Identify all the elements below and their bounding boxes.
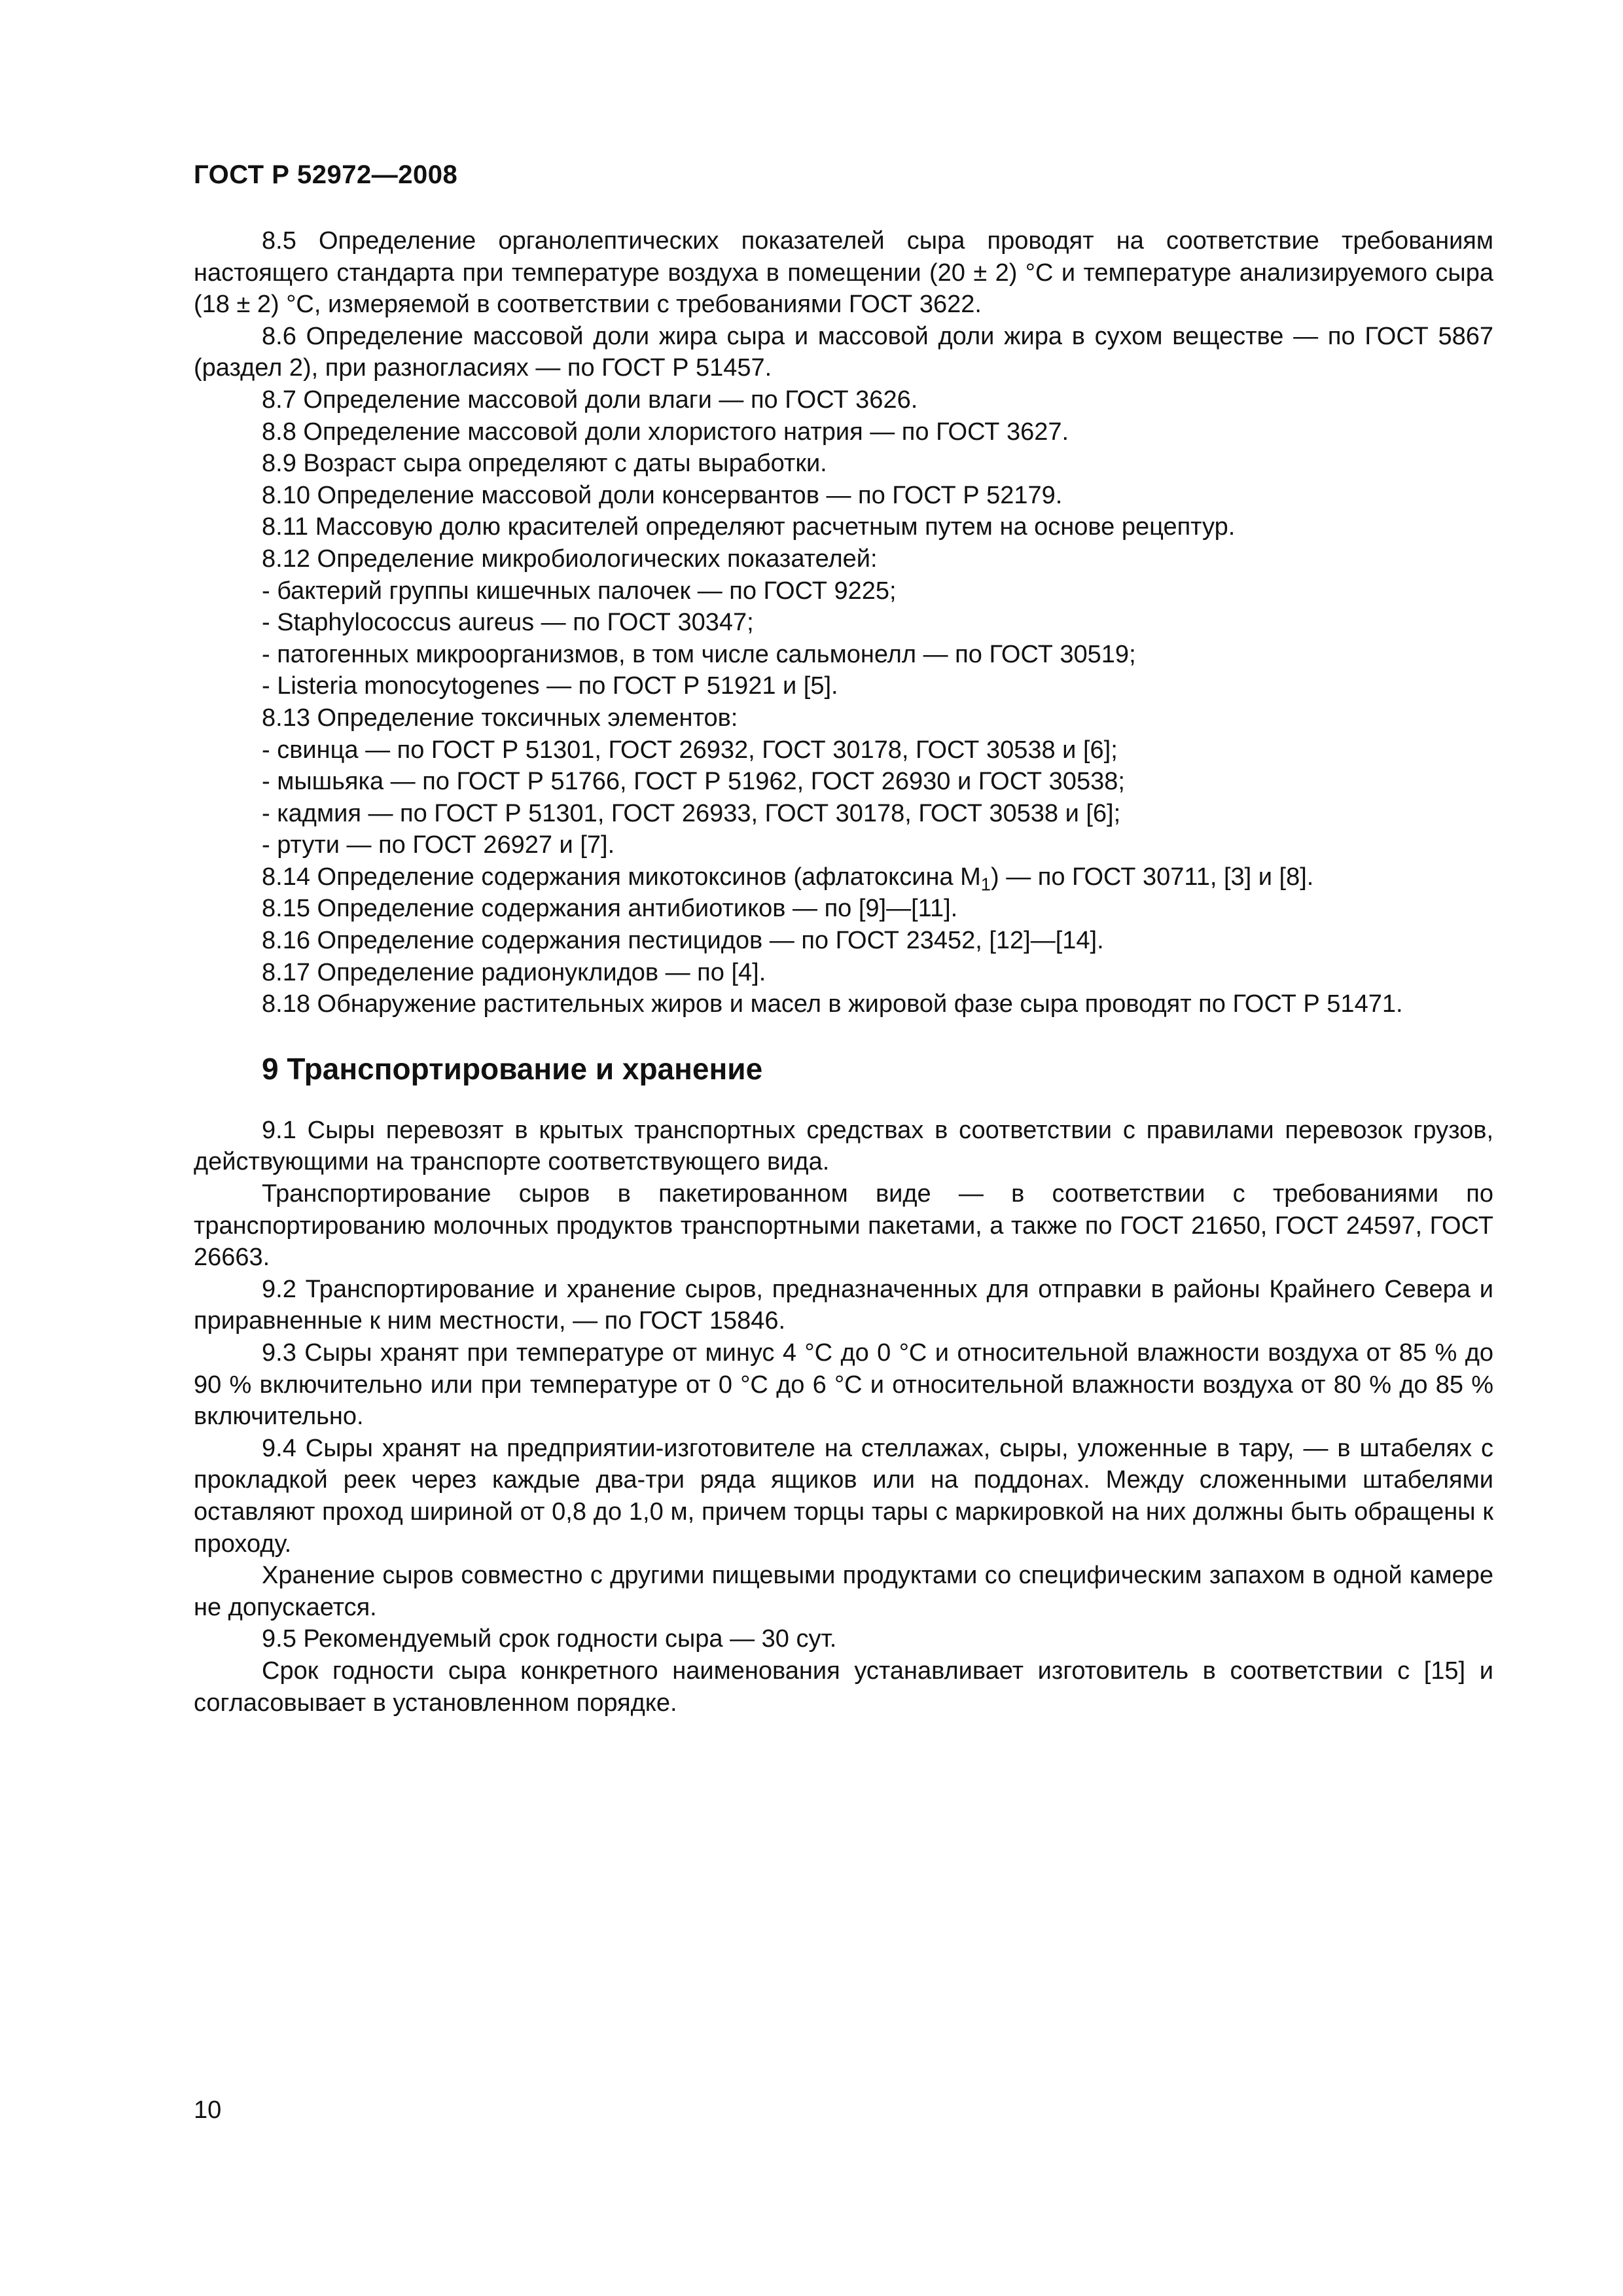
list-item-micro: - патогенных микроорганизмов, в том числе сальмонелл — по ГОСТ 30519; — [262, 640, 1136, 668]
list-item-toxic: - ртути — по ГОСТ 26927 и [7]. — [262, 831, 615, 859]
paragraph-8-13: 8.13 Определение токсичных элементов: — [262, 704, 738, 732]
paragraph-9-5: 9.5 Рекомендуемый срок годности сыра — 30 сут. — [262, 1625, 837, 1653]
paragraph-9-4: 9.4 Сыры хранят на предприятии-изготовителе на стеллажах, сыры, уложенные в тару, — в штабелях с прокладкой реек через каждые два-три ряда ящиков или на поддонах. Между сложенными штабелями оставляют проход шириной от 0,8 до 1,0 м, причем торцы тары с маркировкой на них должны быть обращены к проходу. — [194, 1434, 1493, 1558]
page-number: 10 — [194, 2096, 222, 2124]
subscript: 1 — [980, 874, 991, 895]
paragraph-8-14-tail: ) — по ГОСТ 30711, [3] и [8]. — [991, 863, 1314, 891]
paragraph-8-16: 8.16 Определение содержания пестицидов — по ГОСТ 23452, [12]—[14]. — [262, 927, 1104, 955]
paragraph-8-14-text: 8.14 Определение содержания микотоксинов (афлатоксина М — [262, 863, 981, 891]
list-item-micro: - бактерий группы кишечных палочек — по ГОСТ 9225; — [262, 577, 897, 605]
paragraph-8-5: 8.5 Определение органолептических показателей сыра проводят на соответствие требованиям настоящего стандарта при температуре воздуха в помещении (20 ± 2) °С и температуре анализируемого сыра (18 ± 2) °С, измеряемой в соответствии с требованиями ГОСТ 3622. — [194, 227, 1493, 319]
paragraph-8-8: 8.8 Определение массовой доли хлористого натрия — по ГОСТ 3627. — [262, 418, 1069, 446]
paragraph-8-11: 8.11 Массовую долю красителей определяют расчетным путем на основе рецептур. — [262, 513, 1236, 541]
section-title: 9 Транспортирование и хранение — [262, 1051, 763, 1086]
paragraph-8-15: 8.15 Определение содержания антибиотиков — по [9]—[11]. — [262, 895, 958, 923]
paragraph-8-9: 8.9 Возраст сыра определяют с даты выработки. — [262, 450, 827, 478]
paragraph-8-12: 8.12 Определение микробиологических показателей: — [262, 545, 878, 573]
paragraph-9-3: 9.3 Сыры хранят при температуре от минус 4 °С до 0 °С и относительной влажности воздуха от 85 % до 90 % включительно или при температуре от 0 °С до 6 °С и относительной влажности воздуха от 80 % до 85 % включительно. — [194, 1339, 1493, 1431]
paragraph-9-1: 9.1 Сыры перевозят в крытых транспортных средствах в соответствии с правилами перевозок грузов, действующими на транспорте соответствующего вида. — [194, 1116, 1493, 1176]
paragraph-9-5-continued: Срок годности сыра конкретного наименования устанавливает изготовитель в соответствии с [15] и согласовывает в установленном порядке. — [194, 1657, 1493, 1717]
document-body — [194, 225, 1493, 1719]
list-item-toxic: - кадмия — по ГОСТ Р 51301, ГОСТ 26933, ГОСТ 30178, ГОСТ 30538 и [6]; — [262, 799, 1121, 827]
paragraph-8-10: 8.10 Определение массовой доли консервантов — по ГОСТ Р 52179. — [262, 481, 1063, 509]
paragraph-8-6: 8.6 Определение массовой доли жира сыра и массовой доли жира в сухом веществе — по ГОСТ 5867 (раздел 2), при разногласиях — по ГОСТ Р 51457. — [194, 322, 1493, 382]
paragraph-8-14 — [194, 861, 1493, 893]
paragraph-9-2: 9.2 Транспортирование и хранение сыров, предназначенных для отправки в районы Крайнего Севера и приравненные к ним местности, — по ГОСТ 15846. — [194, 1275, 1493, 1335]
list-item-toxic: - мышьяка — по ГОСТ Р 51766, ГОСТ Р 51962, ГОСТ 26930 и ГОСТ 30538; — [262, 768, 1125, 796]
list-item-micro: - Listeria monocytogenes — по ГОСТ Р 51921 и [5]. — [262, 672, 838, 700]
paragraph-9-4-continued: Хранение сыров совместно с другими пищевыми продуктами со специфическим запахом в одной камере не допускается. — [194, 1562, 1493, 1621]
document-header: ГОСТ Р 52972—2008 — [194, 160, 458, 189]
list-item-toxic: - свинца — по ГОСТ Р 51301, ГОСТ 26932, ГОСТ 30178, ГОСТ 30538 и [6]; — [262, 736, 1118, 764]
paragraph-8-18: 8.18 Обнаружение растительных жиров и масел в жировой фазе сыра проводят по ГОСТ Р 51471. — [262, 990, 1403, 1018]
list-item-micro: - Staphylococcus aureus — по ГОСТ 30347; — [262, 609, 754, 637]
paragraph-9-1-continued: Транспортирование сыров в пакетированном виде — в соответствии с требованиями по транспортированию молочных продуктов транспортными пакетами, а также по ГОСТ 21650, ГОСТ 24597, ГОСТ 26663. — [194, 1180, 1493, 1272]
paragraph-8-7: 8.7 Определение массовой доли влаги — по ГОСТ 3626. — [262, 386, 918, 414]
paragraph-8-17: 8.17 Определение радионуклидов — по [4]. — [262, 958, 766, 986]
